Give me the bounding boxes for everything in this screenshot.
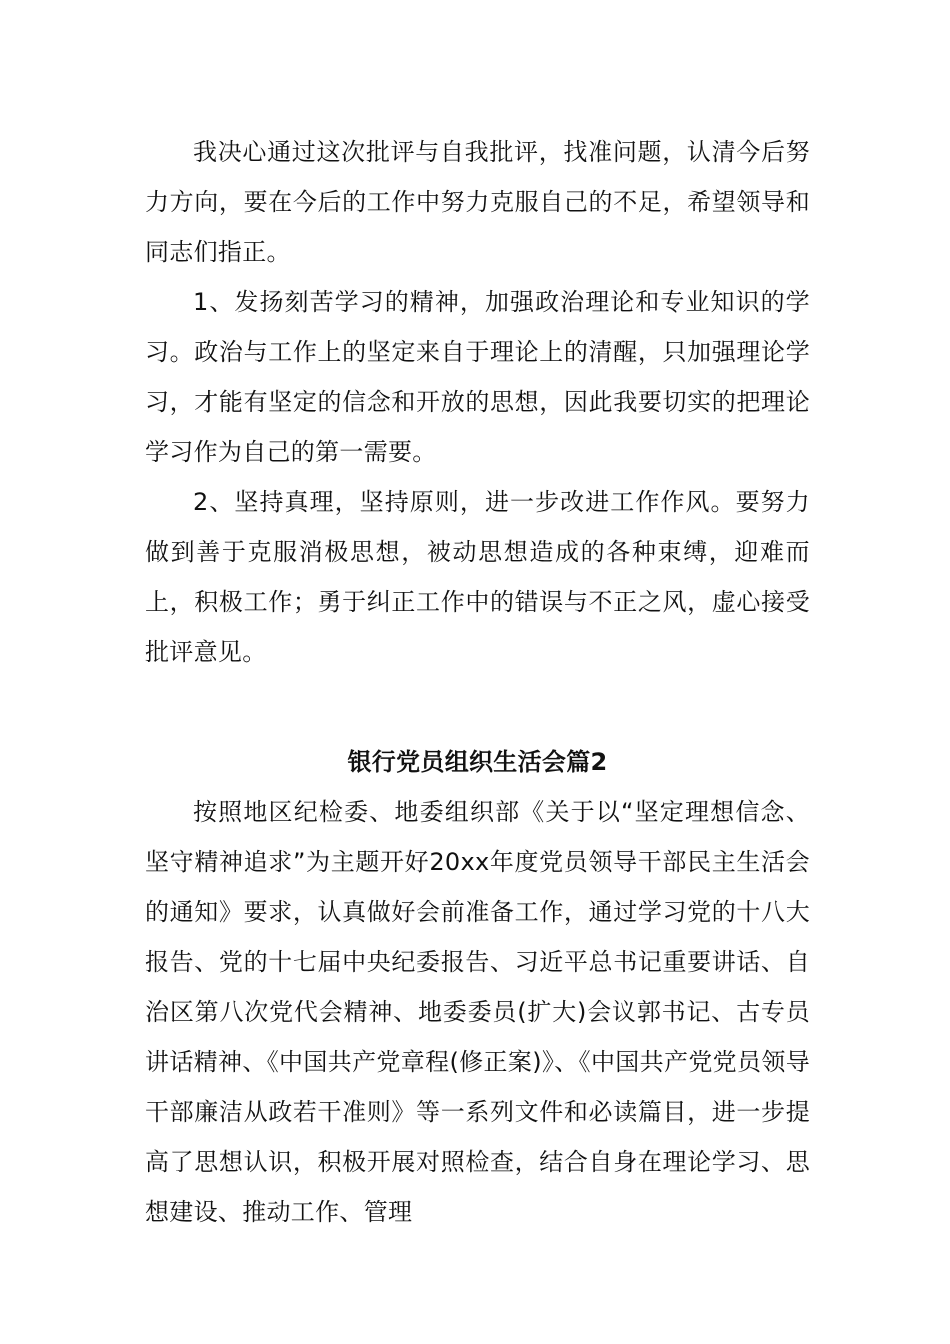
- paragraph-point-1: 1、发扬刻苦学习的精神，加强政治理论和专业知识的学习。政治与工作上的坚定来自于理论上的清醒，只加强理论学习，才能有坚定的信念和开放的思想，因此我要切实的把理论学习作为自己的第一需要。: [145, 288, 810, 466]
- document-page: [145, 127, 810, 1237]
- section-title: 银行党员组织生活会篇2: [347, 748, 608, 776]
- paragraph-resolve: 我决心通过这次批评与自我批评，找准问题，认清今后努力方向，要在今后的工作中努力克服自己的不足，希望领导和同志们指正。: [145, 138, 810, 266]
- paragraph-intro: 按照地区纪检委、地委组织部《关于以“坚定理想信念、坚守精神追求”为主题开好20xx年度党员领导干部民主生活会的通知》要求，认真做好会前准备工作，通过学习党的十八大报告、党的十七届中央纪委报告、习近平总书记重要讲话、自治区第八次党代会精神、地委委员(扩大)会议郭书记、古专员讲话精神、《中国共产党章程(修正案)》、《中国共产党党员领导干部廉洁从政若干准则》等一系列文件和必读篇目，进一步提高了思想认识，积极开展对照检查，结合自身在理论学习、思想建设、推动工作、管理: [145, 798, 810, 1226]
- paragraph-point-2: 2、坚持真理，坚持原则，进一步改进工作作风。要努力做到善于克服消极思想，被动思想造成的各种束缚，迎难而上，积极工作；勇于纠正工作中的错误与不正之风，虚心接受批评意见。: [145, 488, 810, 666]
